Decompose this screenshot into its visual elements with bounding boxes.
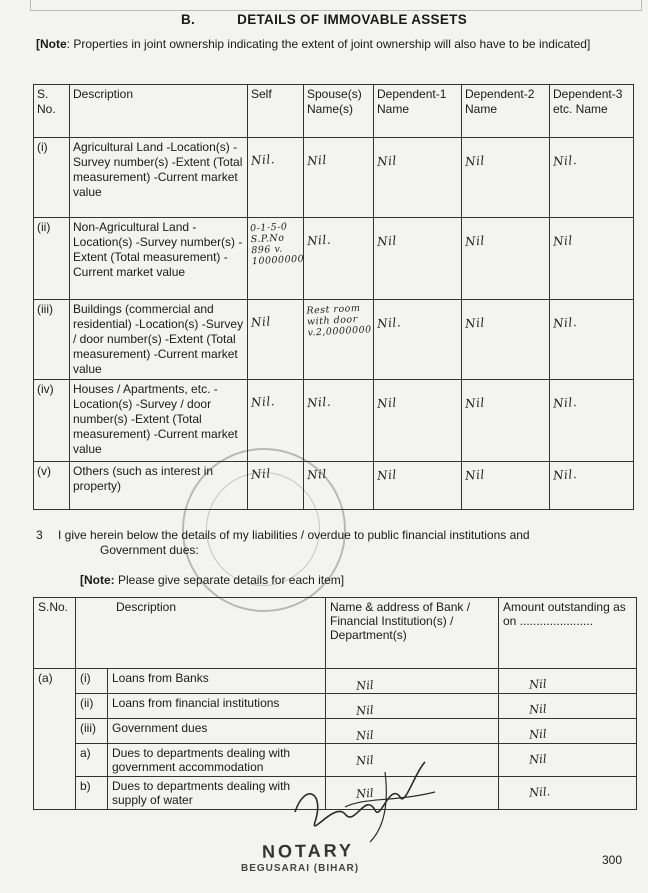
handwritten-entry: Nil. (552, 315, 578, 331)
cell-dependent-1 (374, 138, 462, 218)
note-text: Please give separate details for each item] (114, 573, 345, 587)
header-dependent-1: Dependent-1 Name (374, 85, 462, 138)
cell-amount (499, 719, 637, 744)
cell-dependent-3 (550, 138, 634, 218)
cell-dependent-1 (374, 380, 462, 462)
row-description: Dues to departments dealing with supply of water (108, 777, 326, 810)
handwritten-entry: Nil. (306, 232, 332, 249)
row-sno: (v) (34, 462, 70, 510)
header-dependent-3: Dependent-3 etc. Name (550, 85, 634, 138)
row-sub-number: b) (76, 777, 108, 810)
handwritten-entry: Nil. (250, 394, 276, 410)
handwritten-entry: Nil (528, 701, 547, 717)
cell-spouse (304, 380, 374, 462)
table-header-row (34, 85, 634, 138)
handwritten-entry: 0-1-5-0 S.P.No 896 v. 10000000 (249, 221, 305, 268)
handwritten-entry: Nil. (306, 394, 332, 411)
section-title: DETAILS OF IMMOVABLE ASSETS (237, 12, 468, 27)
notary-seal-place: BEGUSARAI (BIHAR) (241, 863, 360, 874)
handwritten-entry: Nil (528, 676, 547, 692)
cell-dependent-2 (462, 462, 550, 510)
cell-dependent-2 (462, 380, 550, 462)
cell-dependent-3 (550, 300, 634, 380)
row-group: (a) (34, 669, 76, 810)
handwritten-entry: Nil. (552, 467, 578, 483)
joint-ownership-note (36, 37, 636, 52)
handwritten-entry: Nil (376, 233, 398, 249)
row-description: Buildings (commercial and residential) -Location(s) -Survey / door number(s) -Extent (Total measurement) -Current market value (70, 300, 248, 380)
table-row (34, 218, 634, 300)
header-description: Description (70, 85, 248, 138)
header-self: Self (248, 85, 304, 138)
handwritten-entry: Nil. (552, 395, 578, 411)
row-description: Houses / Apartments, etc. -Location(s) -Survey / door number(s) -Extent (Total measurement) -Current market value (70, 380, 248, 462)
cell-bank (326, 719, 499, 744)
table-header-row (34, 598, 637, 669)
handwritten-entry: Nil (528, 751, 547, 767)
handwritten-entry: Nil (528, 726, 547, 742)
row-sub-number: (i) (76, 669, 108, 694)
handwritten-entry: Nil (552, 233, 574, 249)
cell-spouse (304, 218, 374, 300)
table-row (34, 669, 637, 694)
table-row (34, 694, 637, 719)
handwritten-entry: Nil (306, 152, 328, 169)
handwritten-entry: Nil (464, 467, 486, 483)
handwritten-entry: Nil (464, 315, 486, 331)
cell-amount (499, 694, 637, 719)
cell-self (248, 300, 304, 380)
table-row (34, 300, 634, 380)
header-dependent-2: Dependent-2 Name (462, 85, 550, 138)
handwritten-entry: Nil (355, 727, 375, 743)
handwritten-entry: Nil (250, 466, 272, 482)
header-description: Description (76, 598, 326, 669)
cell-bank (326, 694, 499, 719)
liabilities-note (80, 573, 344, 587)
handwritten-entry: Nil (464, 153, 486, 169)
header-sno: S. No. (34, 85, 70, 138)
cell-amount (499, 777, 637, 810)
handwritten-entry: Nil. (552, 153, 578, 169)
handwritten-entry: Nil (355, 702, 375, 718)
cell-dependent-1 (374, 462, 462, 510)
handwritten-entry: Rest room with door v.2,0000000 (306, 302, 372, 339)
cell-self (248, 218, 304, 300)
handwritten-entry: Nil (464, 233, 486, 249)
note-label: [Note (36, 37, 67, 51)
row-description: Government dues (108, 719, 326, 744)
row-sno: (i) (34, 138, 70, 218)
cell-amount (499, 744, 637, 777)
intro-line-1: I give herein below the details of my liabilities / overdue to public financial institutions and (58, 528, 530, 542)
cell-dependent-3 (550, 218, 634, 300)
row-description: Dues to departments dealing with government accommodation (108, 744, 326, 777)
row-sub-number: (iii) (76, 719, 108, 744)
handwritten-entry: Nil (306, 466, 328, 483)
section-heading (0, 12, 648, 27)
row-sno: (iv) (34, 380, 70, 462)
handwritten-entry: Nil (355, 752, 375, 768)
cell-bank (326, 669, 499, 694)
handwritten-entry: Nil (376, 153, 398, 169)
cell-spouse (304, 138, 374, 218)
row-sub-number: a) (76, 744, 108, 777)
row-description: Others (such as interest in property) (70, 462, 248, 510)
cell-dependent-3 (550, 380, 634, 462)
handwritten-signature (285, 752, 445, 847)
handwritten-entry: Nil. (376, 315, 402, 331)
previous-table-edge (30, 0, 642, 11)
notary-seal-title: NOTARY (261, 840, 355, 862)
handwritten-entry: Nil (464, 395, 486, 411)
intro-line-2: Government dues: (100, 543, 199, 557)
row-description: Loans from Banks (108, 669, 326, 694)
cell-dependent-1 (374, 218, 462, 300)
table-row (34, 380, 634, 462)
handwritten-entry: Nil (355, 677, 375, 693)
header-spouse: Spouse(s) Name(s) (304, 85, 374, 138)
row-description: Agricultural Land -Location(s) -Survey number(s) -Extent (Total measurement) -Current market value (70, 138, 248, 218)
handwritten-entry: Nil. (528, 784, 551, 800)
immovable-assets-table (33, 84, 634, 510)
header-bank: Name & address of Bank / Financial Institution(s) / Department(s) (326, 598, 499, 669)
handwritten-entry: Nil (376, 467, 398, 483)
note-label: [Note: (80, 573, 115, 587)
header-amount: Amount outstanding as on ...................... (499, 598, 637, 669)
cell-amount (499, 669, 637, 694)
table-row (34, 719, 637, 744)
cell-dependent-2 (462, 218, 550, 300)
cell-spouse (304, 300, 374, 380)
handwritten-entry: Nil (376, 395, 398, 411)
header-sno: S.No. (34, 598, 76, 669)
table-row (34, 138, 634, 218)
row-sno: (iii) (34, 300, 70, 380)
row-sub-number: (ii) (76, 694, 108, 719)
row-sno: (ii) (34, 218, 70, 300)
cell-dependent-2 (462, 300, 550, 380)
liabilities-intro (36, 528, 636, 558)
cell-dependent-2 (462, 138, 550, 218)
handwritten-entry: Nil. (250, 152, 276, 168)
cell-dependent-3 (550, 462, 634, 510)
row-description: Loans from financial institutions (108, 694, 326, 719)
note-text: : Properties in joint ownership indicating the extent of joint ownership will also have to be indicated] (66, 37, 591, 51)
item-number: 3 (36, 528, 43, 542)
page-number: 300 (602, 853, 623, 867)
cell-dependent-1 (374, 300, 462, 380)
handwritten-entry: Nil (355, 785, 375, 801)
section-number: B. (180, 12, 196, 27)
cell-self (248, 138, 304, 218)
handwritten-entry: Nil (250, 314, 272, 330)
row-description: Non-Agricultural Land -Location(s) -Survey number(s) -Extent (Total measurement) -Current market value (70, 218, 248, 300)
